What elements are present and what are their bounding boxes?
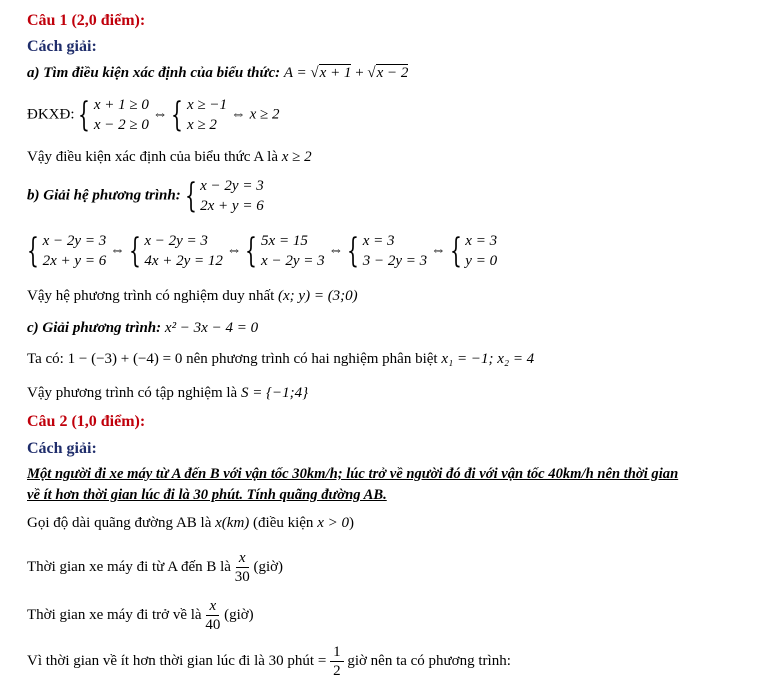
fraction-denominator: 30 bbox=[234, 569, 250, 585]
chain-row: x − 2y = 3 bbox=[42, 233, 107, 249]
q2-line-1-text: Gọi độ dài quãng đường AB là bbox=[27, 515, 216, 531]
part-c-conclusion bbox=[27, 386, 308, 401]
part-b-conclusion-text: Vậy hệ phương trình có nghiệm duy nhất bbox=[27, 288, 279, 304]
dkxd-system-1-row: x − 2 ≥ 0 bbox=[93, 117, 149, 133]
sqrt-symbol-1: √ bbox=[310, 65, 319, 81]
part-c-roots: x₁ = −1; x₂ = 4 bbox=[441, 351, 535, 367]
fraction-x-over-40 bbox=[205, 597, 220, 634]
q2-line-4 bbox=[27, 643, 511, 680]
q2-line-2-text: Thời gian xe máy đi từ A đến B là bbox=[27, 559, 235, 575]
chain-row: 2x + y = 6 bbox=[42, 253, 107, 269]
iff-symbol: ⇔ bbox=[109, 242, 125, 259]
part-b-line bbox=[27, 176, 264, 216]
chain-system-4 bbox=[347, 231, 427, 271]
problem-statement-line-2: về ít hơn thời gian lúc đi là 30 phút. Tính quãng đường AB. bbox=[27, 487, 387, 503]
chain-system-1 bbox=[27, 231, 106, 271]
question-2-heading: Câu 2 (1,0 điểm): bbox=[27, 413, 146, 430]
fraction-numerator: 1 bbox=[330, 643, 344, 662]
chain-system-3 bbox=[245, 231, 324, 271]
fraction-one-half bbox=[330, 643, 344, 680]
iff-symbol: ⇔ bbox=[152, 106, 168, 123]
part-a-radicand-2: x − 2 bbox=[376, 65, 409, 81]
brace-icon: { bbox=[27, 231, 39, 271]
question-1-heading: Câu 1 (2,0 điểm): bbox=[27, 12, 146, 29]
chain-row: 4x + 2y = 12 bbox=[144, 253, 223, 269]
q2-line-3 bbox=[27, 597, 254, 634]
part-a-plus: + bbox=[351, 65, 368, 81]
q2-line-3-unit: (giờ) bbox=[224, 607, 254, 623]
dkxd-system-2-row: x ≥ 2 bbox=[187, 117, 217, 133]
part-b-system-row: 2x + y = 6 bbox=[200, 198, 264, 214]
chain-row: 5x = 15 bbox=[261, 233, 308, 249]
part-b-system-row: x − 2y = 3 bbox=[200, 178, 264, 194]
part-c-line bbox=[27, 321, 258, 336]
chain-row: 3 − 2y = 3 bbox=[362, 253, 428, 269]
part-a-line bbox=[27, 66, 408, 81]
dkxd-label: ĐKXĐ: bbox=[27, 106, 79, 123]
part-a-conclusion bbox=[27, 150, 312, 165]
brace-icon: { bbox=[184, 176, 197, 216]
chain-row: x − 2y = 3 bbox=[144, 233, 208, 249]
iff-symbol: ⇔ bbox=[226, 242, 242, 259]
q2-condition-close: ) bbox=[348, 515, 354, 531]
part-c-check: 1 − (−3) + (−4) = 0 bbox=[67, 351, 183, 367]
problem-statement-line-1: Một người đi xe máy từ A đến B với vận tốc 30km/h; lúc trở về người đó đi với vận tốc 40km/h nên thời gian bbox=[27, 466, 679, 482]
q2-line-2 bbox=[27, 549, 283, 586]
q2-line-1 bbox=[27, 516, 354, 531]
fraction-numerator: x bbox=[236, 549, 249, 568]
part-c-conclusion-text: Vậy phương trình có tập nghiệm là bbox=[27, 385, 241, 401]
chain-system-5 bbox=[450, 231, 497, 271]
part-c-prompt: c) Giải phương trình: bbox=[27, 320, 162, 336]
dkxd-result: ⇔ x ≥ 2 bbox=[230, 106, 280, 123]
fraction-denominator: 40 bbox=[205, 617, 221, 633]
part-b-prompt: b) Giải hệ phương trình: bbox=[27, 187, 181, 204]
chain-system-2 bbox=[129, 231, 223, 271]
chain-row: x = 3 bbox=[362, 233, 395, 249]
brace-icon: { bbox=[78, 95, 91, 135]
part-c-reasoning bbox=[27, 352, 534, 367]
brace-icon: { bbox=[128, 231, 141, 271]
brace-icon: { bbox=[171, 95, 184, 135]
question-1-method-label: Cách giải: bbox=[27, 38, 97, 55]
part-a-radicand-1: x + 1 bbox=[319, 65, 352, 81]
dkxd-system-2-row: x ≥ −1 bbox=[187, 97, 228, 113]
sqrt-symbol-2: √ bbox=[367, 65, 376, 81]
part-a-conclusion-text: Vậy điều kiện xác định của biểu thức A là bbox=[27, 149, 282, 165]
q2-line-2-unit: (giờ) bbox=[253, 559, 284, 575]
dkxd-line bbox=[27, 95, 279, 135]
question-2-method-label: Cách giải: bbox=[27, 440, 97, 457]
part-b-system bbox=[185, 176, 264, 216]
part-c-lead: Ta có: bbox=[27, 351, 68, 367]
q2-line-4-text: Vì thời gian về ít hơn thời gian lúc đi là 30 phút = bbox=[27, 653, 331, 669]
q2-condition-text: (điều kiện bbox=[249, 515, 318, 531]
part-a-expression-lhs: A = bbox=[283, 65, 311, 81]
q2-variable: x(km) bbox=[215, 515, 250, 531]
q2-condition-math: x > 0 bbox=[317, 515, 349, 531]
brace-icon: { bbox=[347, 231, 360, 271]
q2-line-4-tail: giờ nên ta có phương trình: bbox=[347, 653, 511, 669]
part-b-conclusion-math: (x; y) = (3;0) bbox=[278, 288, 358, 304]
fraction-denominator: 2 bbox=[333, 663, 341, 679]
iff-symbol: ⇔ bbox=[430, 242, 446, 259]
chain-row: y = 0 bbox=[465, 253, 498, 269]
part-a-prompt: a) Tìm điều kiện xác định của biểu thức: bbox=[27, 65, 281, 81]
chain-row: x = 3 bbox=[465, 233, 498, 249]
q2-line-3-text: Thời gian xe máy đi trở về là bbox=[27, 607, 206, 623]
fraction-numerator: x bbox=[206, 597, 219, 616]
part-b-conclusion bbox=[27, 289, 358, 304]
part-c-conclusion-math: S = {−1;4} bbox=[240, 385, 309, 401]
iff-symbol: ⇔ bbox=[328, 242, 344, 259]
part-c-equation: x² − 3x − 4 = 0 bbox=[164, 320, 259, 336]
fraction-x-over-30 bbox=[235, 549, 250, 586]
dkxd-system-2 bbox=[171, 95, 227, 135]
brace-icon: { bbox=[245, 231, 258, 271]
part-c-reason-text: nên phương trình có hai nghiệm phân biệt bbox=[182, 351, 442, 367]
dkxd-system-1 bbox=[78, 95, 149, 135]
brace-icon: { bbox=[449, 231, 462, 271]
chain-row: x − 2y = 3 bbox=[261, 253, 325, 269]
part-a-conclusion-math: x ≥ 2 bbox=[281, 149, 312, 165]
dkxd-system-1-row: x + 1 ≥ 0 bbox=[93, 97, 149, 113]
part-b-chain bbox=[27, 231, 497, 271]
